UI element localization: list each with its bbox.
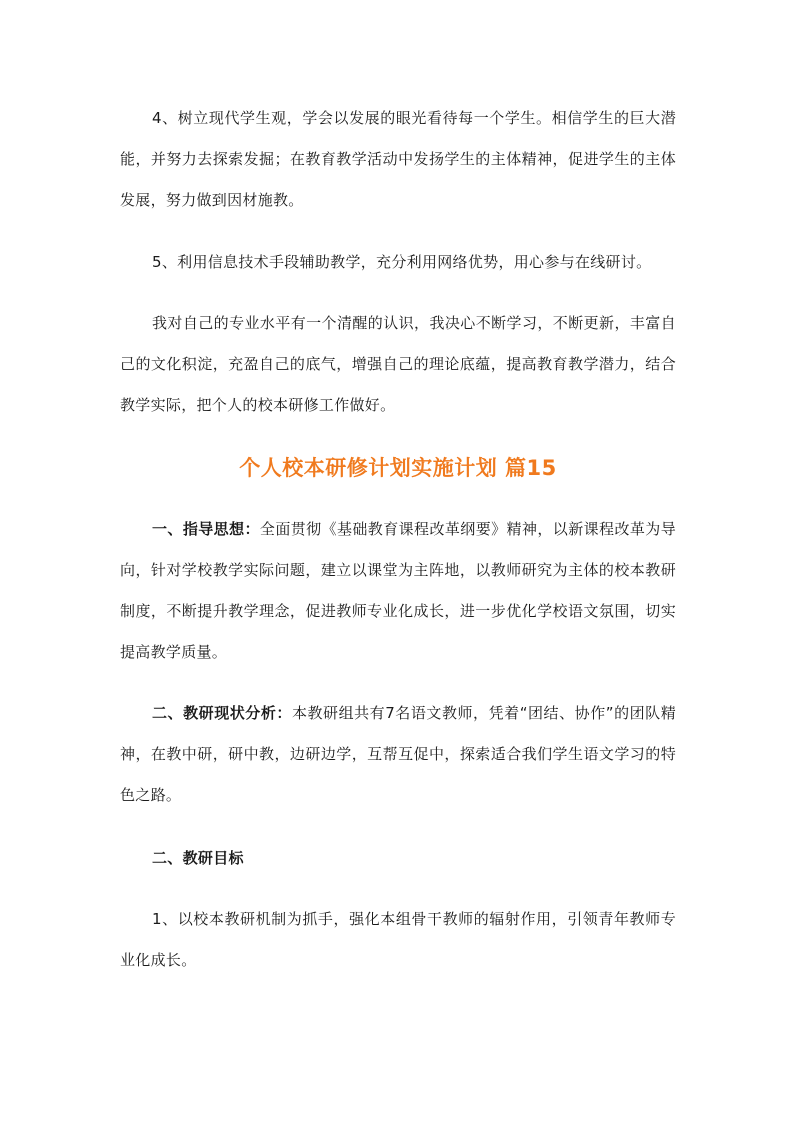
section-title: 个人校本研修计划实施计划 篇15 (239, 456, 557, 480)
paragraph-guiding-ideology (120, 509, 676, 673)
paragraph-item-5: 5、利用信息技术手段辅助教学，充分利用网络优势，用心参与在线研讨。 (152, 253, 652, 271)
paragraph-status-analysis (120, 693, 676, 816)
guiding-ideology-label: 一、指导思想： (152, 520, 260, 538)
paragraph-research-goals (120, 838, 676, 879)
paragraph-goal-item-1: 1、以校本教研机制为抓手，强化本组骨干教师的辐射作用，引领青年教师专业化成长。 (120, 910, 676, 969)
status-analysis-text: 本教研组共有7名语文教师，凭着“团结、协作”的团队精神，在教中研，研中教，边研边学，互帮互促中，探索适合我们学生语文学习的特色之路。 (120, 704, 677, 804)
paragraph-item-4: 4、树立现代学生观，学会以发展的眼光看待每一个学生。相信学生的巨大潜能，并努力去探索发掘；在教育教学活动中发扬学生的主体精神，促进学生的主体发展，努力做到因材施教。 (120, 109, 676, 209)
status-analysis-label: 二、教研现状分析： (152, 704, 292, 722)
paragraph-self-reflection: 我对自己的专业水平有一个清醒的认识，我决心不断学习，不断更新，丰富自己的文化积淀，充盈自己的底气，增强自己的理论底蕴，提高教育教学潜力，结合教学实际，把个人的校本研修工作做好。 (120, 314, 676, 414)
guiding-ideology-text: 全面贯彻《基础教育课程改革纲要》精神，以新课程改革为导向，针对学校教学实际问题，建立以课堂为主阵地，以教师研究为主体的校本教研制度，不断提升教学理念，促进教师专业化成长，进一步优化学校语文氛围，切实提高教学质量。 (120, 520, 676, 661)
research-goals-label: 二、教研目标 (152, 849, 244, 867)
